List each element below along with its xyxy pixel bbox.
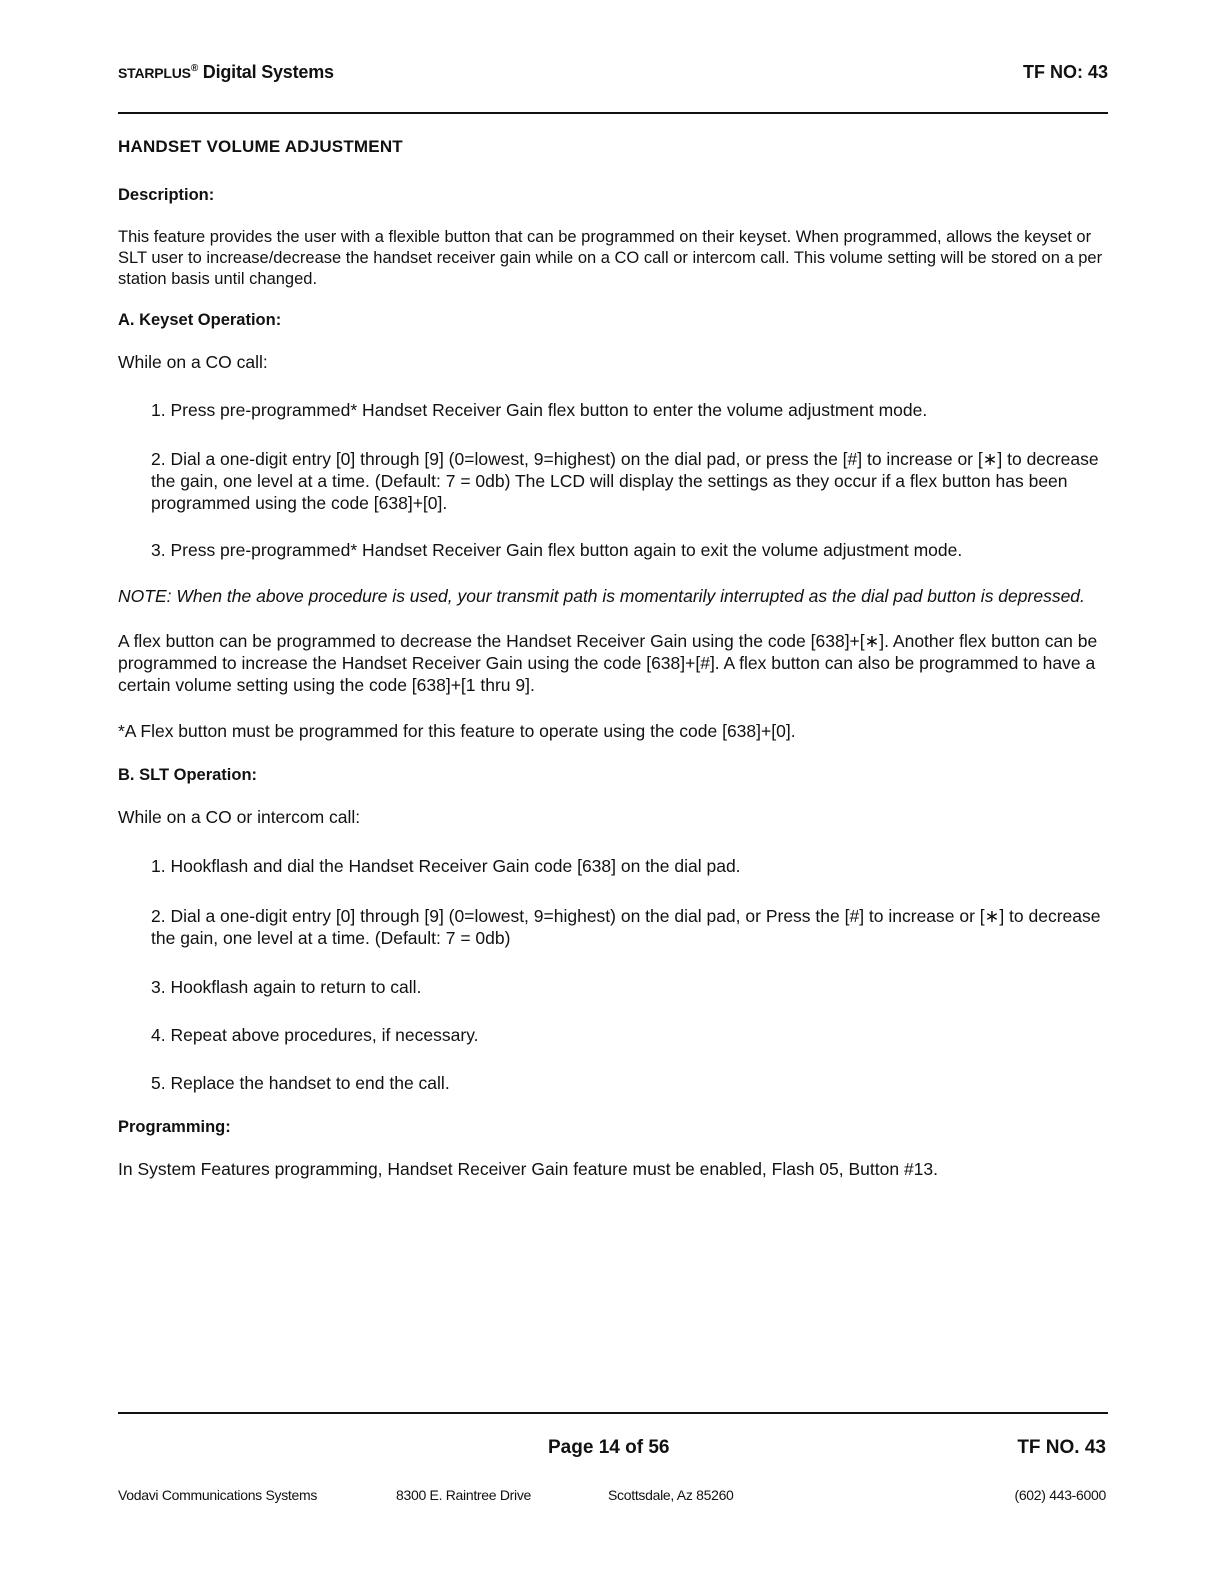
section-b-step-5: 5. Replace the handset to end the call. — [151, 1073, 450, 1093]
footer-company: Vodavi Communications Systems — [118, 1487, 318, 1503]
section-b-step-3: 3. Hookflash again to return to call. — [151, 977, 422, 997]
section-b-intro: While on a CO or intercom call: — [118, 807, 361, 827]
footer-tf-number: TF NO. 43 — [1017, 1437, 1106, 1458]
section-a-step-1: 1. Press pre-programmed* Handset Receiver Gain flex button to enter the volume adjustment mode. — [151, 400, 928, 420]
section-a-step-3: 3. Press pre-programmed* Handset Receiver Gain flex button again to exit the volume adjustment mode. — [151, 540, 963, 560]
flex-paragraph: A flex button can be programmed to decrease the Handset Receiver Gain using the code [638]+[∗]. Another flex button can be programmed to increase the Handset Receiver Gain using the code [638]+[#]. A flex button can also be programmed to have a certain volume setting using the code [638]+[1 thru 9]. — [118, 631, 1098, 695]
section-b-step-2: 2. Dial a one-digit entry [0] through [9] (0=lowest, 9=highest) on the dial pad, or Press the [#] to increase or [∗] to decrease the gain, one level at a time. (Default: 7 = 0db) — [151, 906, 1101, 948]
section-a-heading: A. Keyset Operation: — [118, 311, 282, 329]
header-tf-number: TF NO: 43 — [1022, 62, 1108, 82]
section-a-step-2: 2. Dial a one-digit entry [0] through [9] (0=lowest, 9=highest) on the dial pad, or press the [#] to increase or [∗] to decrease the gain, one level at a time. (Default: 7 = 0db) The LCD will display the settings as they occur if a flex button has been programmed using the code [638]+[0]. — [151, 449, 1099, 513]
footer-city: Scottsdale, Az 85260 — [608, 1487, 734, 1503]
footer-page-number: Page 14 of 56 — [548, 1437, 670, 1458]
section-b-step-4: 4. Repeat above procedures, if necessary. — [151, 1025, 479, 1045]
registered-mark: ® — [190, 63, 198, 74]
footnote: *A Flex button must be programmed for this feature to operate using the code [638]+[0]. — [118, 721, 796, 741]
footer-divider — [118, 1412, 1108, 1414]
description-text: This feature provides the user with a flexible button that can be programmed on their keyset. When programmed, allows the keyset or SLT user to increase/decrease the handset receiver gain while on a CO call or intercom call. This volume setting will be stored on a per station basis until changed. — [118, 228, 1103, 288]
description-heading: Description: — [118, 186, 215, 204]
section-b-heading: B. SLT Operation: — [118, 766, 258, 784]
document-body — [118, 136, 1108, 1180]
note-text: NOTE: When the above procedure is used, your transmit path is momentarily interrupted as the dial pad button is depressed. — [118, 586, 1085, 606]
programming-heading: Programming: — [118, 1118, 231, 1136]
programming-text: In System Features programming, Handset Receiver Gain feature must be enabled, Flash 05, Button #13. — [118, 1159, 939, 1179]
document-title: HANDSET VOLUME ADJUSTMENT — [118, 137, 403, 156]
footer-phone: (602) 443-6000 — [1014, 1487, 1106, 1503]
brand-suffix: Digital Systems — [197, 62, 334, 82]
brand-prefix: STARPLUS — [118, 65, 191, 81]
footer-street: 8300 E. Raintree Drive — [396, 1487, 532, 1503]
section-a-intro: While on a CO call: — [118, 352, 268, 372]
header-brand — [118, 62, 334, 83]
header-divider — [118, 112, 1108, 114]
section-b-step-1: 1. Hookflash and dial the Handset Receiver Gain code [638] on the dial pad. — [151, 856, 741, 876]
